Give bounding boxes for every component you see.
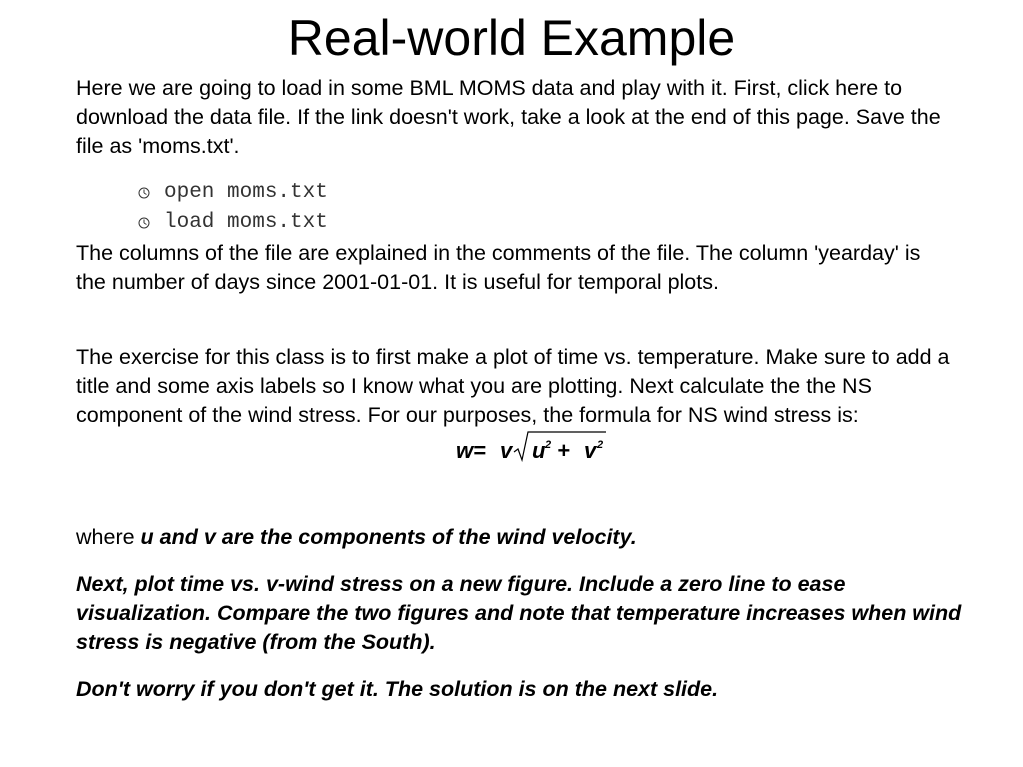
formula-v-exponent: 2 <box>597 439 604 451</box>
where-emphasis: u and v are the components of the wind velocity. <box>140 525 637 549</box>
where-paragraph <box>76 523 956 552</box>
command-text: load moms.txt <box>164 211 328 234</box>
columns-paragraph: The columns of the file are explained in the comments of the file. The column 'yearday' is the number of days since 2001-01-01. It is useful for temporal plots. <box>76 241 921 294</box>
intro-paragraph: Here we are going to load in some BML MOMS data and play with it. First, click here to download the data file. If the link doesn't work, take a look at the end of this page. Save the file as 'moms.txt'. <box>76 76 941 158</box>
command-item-load <box>138 208 328 238</box>
slide-title: Real-world Example <box>287 10 736 66</box>
next-step-paragraph: Next, plot time vs. v-wind stress on a new figure. Include a zero line to ease visualization. Compare the two figures and note that temperature increases when wind stress is negative (from the South). <box>76 572 962 654</box>
command-item-open <box>138 178 328 208</box>
formula-lhs: w <box>456 438 474 463</box>
formula-u: u <box>532 438 546 463</box>
wind-stress-formula <box>456 426 616 466</box>
formula-v: v <box>500 438 513 463</box>
command-text: open moms.txt <box>164 181 328 204</box>
clock-bullet-icon <box>138 187 150 199</box>
clock-bullet-icon <box>138 217 150 229</box>
exercise-paragraph: The exercise for this class is to first make a plot of time vs. temperature. Make sure to add a title and some axis labels so I know what you are plotting. Next calculate the the NS component of the wind stress. For our purposes, the formula for NS wind stress is: <box>76 345 950 427</box>
formula-equals: = <box>473 438 486 463</box>
formula-u-exponent: 2 <box>545 439 552 451</box>
command-list <box>138 178 328 238</box>
formula-plus: + <box>557 438 570 463</box>
where-prefix: where <box>76 525 141 549</box>
formula-v2: v <box>584 438 597 463</box>
closing-paragraph: Don't worry if you don't get it. The solution is on the next slide. <box>76 677 719 701</box>
